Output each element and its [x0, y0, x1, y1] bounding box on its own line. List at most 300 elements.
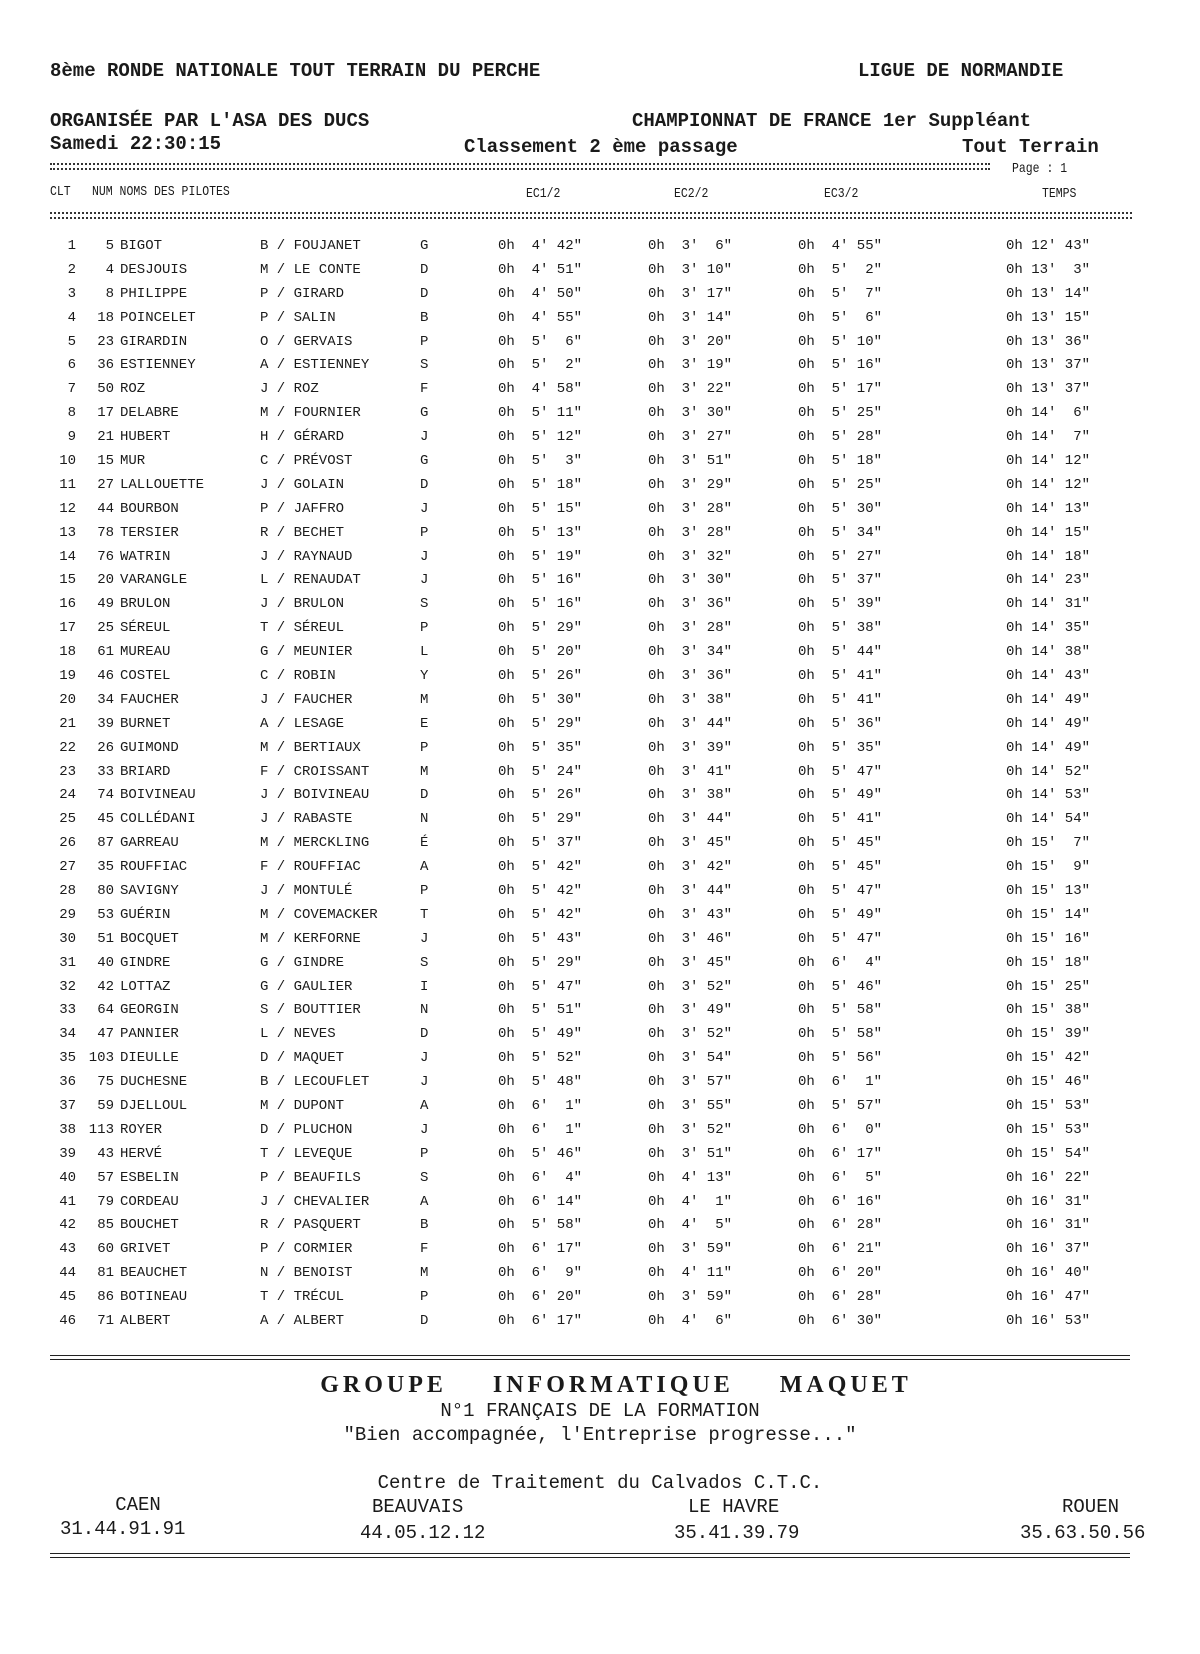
ec3-time: 0h 6' 5" [798, 1169, 883, 1186]
ec1-time: 0h 5' 47" [498, 978, 583, 995]
league-letter: P [420, 524, 429, 541]
rank: 4 [67, 309, 76, 326]
codriver-name: M / MERCKLING [260, 835, 370, 852]
ec1-time: 0h 4' 58" [498, 381, 583, 398]
ec2-time: 0h 4' 11" [648, 1265, 733, 1282]
ec2-time: 0h 3' 46" [648, 930, 733, 947]
league-letter: A [420, 1098, 429, 1114]
ec2-time: 0h 3' 51" [648, 1145, 733, 1162]
total-time: 0h 15' 18" [1005, 954, 1090, 971]
ec2-time: 0h 3' 51" [648, 452, 733, 469]
total-time: 0h 14' 31" [1005, 596, 1090, 613]
ec1-time: 0h 5' 30" [498, 691, 583, 708]
table-row [48, 1094, 1130, 1118]
table-row [48, 1166, 1130, 1190]
footer-company: GROUPE INFORMATIQUE MAQUET [320, 1372, 912, 1398]
total-time: 0h 16' 22" [1005, 1169, 1090, 1186]
codriver-name: P / JAFFRO [260, 500, 345, 517]
total-time: 0h 14' 53" [1005, 787, 1090, 804]
driver-name: CORDEAU [120, 1193, 179, 1210]
car-number: 25 [97, 620, 114, 637]
car-number: 53 [97, 906, 114, 923]
ec3-time: 0h 6' 0" [798, 1121, 883, 1138]
codriver-name: G / GINDRE [260, 954, 345, 971]
car-number: 81 [97, 1265, 114, 1282]
ec1-time: 0h 5' 29" [498, 954, 583, 971]
print-datetime: Samedi 22:30:15 [50, 133, 222, 155]
ec2-time: 0h 3' 59" [648, 1289, 733, 1306]
driver-name: LOTTAZ [120, 978, 171, 995]
rank: 44 [59, 1265, 76, 1282]
car-number: 87 [97, 835, 114, 852]
ec3-time: 0h 5' 18" [798, 452, 883, 469]
ec1-time: 0h 5' 13" [498, 524, 583, 541]
rank: 30 [59, 930, 76, 947]
rank: 37 [59, 1098, 76, 1114]
driver-name: ROYER [120, 1121, 163, 1138]
league-letter: J [420, 1074, 429, 1091]
total-time: 0h 15' 9" [1005, 859, 1090, 876]
driver-name: BOIVINEAU [120, 787, 196, 804]
footer-rule-top [50, 1355, 1130, 1356]
ranking-title: Classement 2 ème passage [464, 136, 738, 158]
ec3-time: 0h 5' 47" [798, 930, 883, 947]
ec1-time: 0h 6' 17" [498, 1241, 583, 1258]
table-row [48, 616, 1130, 640]
ec1-time: 0h 5' 42" [498, 859, 583, 876]
league-letter: E [420, 715, 429, 732]
driver-name: GUIMOND [120, 739, 179, 756]
league-letter: M [420, 763, 429, 780]
ec1-time: 0h 5' 51" [498, 1002, 583, 1019]
total-time: 0h 14' 23" [1005, 572, 1090, 589]
league-letter: B [420, 309, 429, 326]
table-row [48, 831, 1130, 855]
car-number: 34 [97, 691, 114, 708]
ec1-time: 0h 5' 15" [498, 500, 583, 517]
rank: 40 [59, 1169, 76, 1186]
rank: 2 [67, 261, 76, 278]
table-row [48, 927, 1130, 951]
table-row [48, 234, 1130, 258]
league-letter: P [420, 620, 429, 637]
ec2-time: 0h 3' 49" [648, 1002, 733, 1019]
table-separator [50, 212, 1132, 214]
table-row [48, 640, 1130, 664]
table-row [48, 760, 1130, 784]
codriver-name: G / GAULIER [260, 978, 353, 995]
rank: 36 [59, 1074, 76, 1091]
table-row [48, 258, 1130, 282]
ec1-time: 0h 5' 43" [498, 930, 583, 947]
codriver-name: M / LE CONTE [260, 261, 361, 278]
rank: 8 [67, 405, 76, 422]
ec1-time: 0h 5' 29" [498, 715, 583, 732]
ec1-time: 0h 5' 19" [498, 548, 583, 565]
table-row [48, 975, 1130, 999]
table-row [48, 736, 1130, 760]
total-time: 0h 14' 15" [1005, 524, 1090, 541]
league-letter: S [420, 954, 429, 971]
rank: 20 [59, 691, 76, 708]
table-row [48, 807, 1130, 831]
table-row [48, 664, 1130, 688]
rank: 25 [59, 811, 76, 828]
car-number: 15 [97, 452, 114, 469]
rank: 5 [67, 333, 76, 350]
ec2-time: 0h 3' 38" [648, 691, 733, 708]
total-time: 0h 14' 6" [1005, 405, 1090, 422]
ec2-time: 0h 3' 17" [648, 285, 733, 302]
league-letter: D [420, 476, 429, 493]
ec2-time: 0h 3' 30" [648, 572, 733, 589]
driver-name: LALLOUETTE [120, 476, 205, 493]
ec3-time: 0h 5' 25" [798, 476, 883, 493]
total-time: 0h 15' 14" [1005, 906, 1090, 923]
driver-name: GARREAU [120, 835, 179, 852]
ec2-time: 0h 3' 36" [648, 667, 733, 684]
ec2-time: 0h 4' 1" [648, 1193, 733, 1210]
table-row [48, 592, 1130, 616]
total-time: 0h 14' 49" [1005, 739, 1090, 756]
total-time: 0h 14' 35" [1005, 620, 1090, 637]
driver-name: BRIARD [120, 763, 171, 780]
table-row [48, 712, 1130, 736]
ec3-time: 0h 5' 39" [798, 596, 883, 613]
total-time: 0h 15' 7" [1005, 835, 1090, 852]
total-time: 0h 15' 13" [1005, 882, 1090, 899]
ec3-time: 0h 6' 28" [798, 1289, 883, 1306]
table-row [48, 1046, 1130, 1070]
driver-name: BOUCHET [120, 1217, 179, 1234]
ec2-time: 0h 4' 5" [648, 1217, 733, 1234]
car-number: 33 [97, 763, 114, 780]
car-number: 64 [97, 1002, 114, 1019]
codriver-name: C / ROBIN [260, 667, 336, 684]
total-time: 0h 13' 15" [1005, 309, 1090, 326]
ec3-time: 0h 6' 21" [798, 1241, 883, 1258]
ec1-time: 0h 5' 52" [498, 1050, 583, 1067]
ec1-time: 0h 4' 50" [498, 285, 583, 302]
table-row [48, 568, 1130, 592]
league-letter: J [420, 572, 429, 589]
col-num-names: NUM NOMS DES PILOTES [92, 184, 230, 200]
ec3-time: 0h 5' 41" [798, 811, 883, 828]
codriver-name: F / CROISSANT [260, 763, 370, 780]
rank: 18 [59, 644, 76, 661]
ec1-time: 0h 5' 20" [498, 644, 583, 661]
ec2-time: 0h 3' 30" [648, 405, 733, 422]
footer-rule-bottom-2 [50, 1557, 1130, 1558]
car-number: 85 [97, 1217, 114, 1234]
ec1-time: 0h 5' 18" [498, 476, 583, 493]
total-time: 0h 13' 3" [1005, 261, 1090, 278]
rank: 38 [59, 1121, 76, 1138]
codriver-name: J / MONTULÉ [260, 882, 353, 899]
car-number: 103 [88, 1050, 114, 1067]
rank: 23 [59, 763, 76, 780]
total-time: 0h 15' 53" [1005, 1121, 1090, 1138]
ec3-time: 0h 6' 28" [798, 1217, 883, 1234]
total-time: 0h 16' 53" [1005, 1313, 1090, 1330]
total-time: 0h 16' 40" [1005, 1265, 1090, 1282]
codriver-name: M / KERFORNE [260, 930, 361, 947]
total-time: 0h 12' 43" [1005, 237, 1090, 254]
codriver-name: J / BRULON [260, 596, 345, 613]
footer-rule-bottom [50, 1553, 1130, 1554]
rank: 15 [59, 572, 76, 589]
driver-name: POINCELET [120, 309, 196, 326]
driver-name: MUREAU [120, 644, 171, 661]
codriver-name: J / RABASTE [260, 811, 353, 828]
table-row [48, 999, 1130, 1023]
league-letter: S [420, 357, 429, 374]
ec3-time: 0h 5' 30" [798, 500, 883, 517]
ec3-time: 0h 5' 17" [798, 381, 883, 398]
table-row [48, 473, 1130, 497]
codriver-name: M / FOURNIER [260, 405, 361, 422]
ec2-time: 0h 3' 54" [648, 1050, 733, 1067]
driver-name: DUCHESNE [120, 1074, 188, 1091]
table-row [48, 377, 1130, 401]
driver-name: HERVÉ [120, 1145, 163, 1162]
table-separator-2 [50, 217, 1132, 219]
rank: 10 [59, 452, 76, 469]
total-time: 0h 14' 49" [1005, 715, 1090, 732]
ec2-time: 0h 3' 27" [648, 429, 733, 446]
ec3-time: 0h 5' 58" [798, 1002, 883, 1019]
table-row [48, 1118, 1130, 1142]
league-letter: A [420, 859, 429, 876]
office-phone-beauvais: 44.05.12.12 [360, 1522, 486, 1544]
rank: 28 [59, 882, 76, 899]
driver-name: BRULON [120, 596, 171, 613]
table-row [48, 951, 1130, 975]
ec1-time: 0h 5' 11" [498, 405, 583, 422]
ec3-time: 0h 5' 37" [798, 572, 883, 589]
ec3-time: 0h 6' 20" [798, 1265, 883, 1282]
office-city-rouen: ROUEN [1062, 1496, 1120, 1518]
table-row [48, 783, 1130, 807]
rank: 9 [67, 429, 76, 446]
codriver-name: P / SALIN [260, 309, 336, 326]
total-time: 0h 14' 54" [1005, 811, 1090, 828]
league-letter: P [420, 882, 429, 899]
rank: 41 [59, 1193, 76, 1210]
ec2-time: 0h 3' 38" [648, 787, 733, 804]
codriver-name: D / MAQUET [260, 1050, 345, 1067]
codriver-name: J / BOIVINEAU [260, 787, 370, 804]
ec1-time: 0h 5' 58" [498, 1217, 583, 1234]
codriver-name: R / BECHET [260, 524, 345, 541]
rank: 29 [59, 906, 76, 923]
results-body [48, 234, 1130, 1333]
total-time: 0h 15' 25" [1005, 978, 1090, 995]
ec3-time: 0h 5' 16" [798, 357, 883, 374]
codriver-name: A / LESAGE [260, 715, 345, 732]
car-number: 86 [97, 1289, 114, 1306]
table-row [48, 1309, 1130, 1333]
table-row [48, 425, 1130, 449]
ec3-time: 0h 5' 41" [798, 691, 883, 708]
league-letter: J [420, 930, 429, 947]
office-city-caen: CAEN [115, 1494, 161, 1516]
ec3-time: 0h 5' 7" [798, 285, 883, 302]
car-number: 59 [97, 1098, 114, 1114]
codriver-name: T / LEVEQUE [260, 1145, 353, 1162]
ec3-time: 0h 6' 30" [798, 1313, 883, 1330]
rank: 21 [59, 715, 76, 732]
driver-name: BURNET [120, 715, 171, 732]
footer-tagline: N°1 FRANÇAIS DE LA FORMATION [440, 1400, 760, 1422]
codriver-name: T / SÉREUL [260, 620, 345, 637]
ec3-time: 0h 5' 35" [798, 739, 883, 756]
total-time: 0h 16' 31" [1005, 1217, 1090, 1234]
league-letter: G [420, 405, 429, 422]
rank: 7 [67, 381, 76, 398]
ec1-time: 0h 5' 26" [498, 667, 583, 684]
car-number: 17 [97, 405, 114, 422]
ec1-time: 0h 5' 48" [498, 1074, 583, 1091]
codriver-name: J / CHEVALIER [260, 1193, 370, 1210]
rank: 3 [67, 285, 76, 302]
table-row [48, 545, 1130, 569]
driver-name: GRIVET [120, 1241, 171, 1258]
ec1-time: 0h 5' 49" [498, 1026, 583, 1043]
codriver-name: O / GERVAIS [260, 333, 353, 350]
league-letter: M [420, 1265, 429, 1282]
league-letter: S [420, 1169, 429, 1186]
codriver-name: C / PRÉVOST [260, 452, 353, 469]
ec2-time: 0h 3' 28" [648, 620, 733, 637]
table-row [48, 879, 1130, 903]
footer-center: Centre de Traitement du Calvados C.T.C. [377, 1472, 823, 1494]
driver-name: DESJOUIS [120, 261, 188, 278]
total-time: 0h 13' 37" [1005, 381, 1090, 398]
ec3-time: 0h 6' 4" [798, 954, 883, 971]
total-time: 0h 15' 39" [1005, 1026, 1090, 1043]
ec3-time: 0h 5' 49" [798, 787, 883, 804]
ec1-time: 0h 5' 16" [498, 596, 583, 613]
codriver-name: B / LECOUFLET [260, 1074, 370, 1091]
ec2-time: 0h 3' 44" [648, 811, 733, 828]
table-row [48, 306, 1130, 330]
driver-name: COLLÉDANI [120, 811, 196, 828]
ec1-time: 0h 6' 9" [498, 1265, 583, 1282]
ec3-time: 0h 5' 25" [798, 405, 883, 422]
rank: 43 [59, 1241, 76, 1258]
car-number: 75 [97, 1074, 114, 1091]
car-number: 36 [97, 357, 114, 374]
car-number: 4 [105, 261, 114, 278]
col-ec2: EC2/2 [674, 186, 709, 202]
total-time: 0h 14' 18" [1005, 548, 1090, 565]
codriver-name: S / BOUTTIER [260, 1002, 361, 1019]
league-letter: T [420, 906, 429, 923]
league-letter: G [420, 452, 429, 469]
codriver-name: M / BERTIAUX [260, 739, 361, 756]
ec1-time: 0h 5' 16" [498, 572, 583, 589]
car-number: 80 [97, 882, 114, 899]
ec2-time: 0h 3' 45" [648, 835, 733, 852]
codriver-name: G / MEUNIER [260, 644, 353, 661]
ec2-time: 0h 3' 6" [648, 237, 733, 254]
car-number: 40 [97, 954, 114, 971]
codriver-name: J / FAUCHER [260, 691, 353, 708]
ec3-time: 0h 5' 46" [798, 978, 883, 995]
footer-rule-top-2 [50, 1359, 1130, 1360]
event-title: 8ème RONDE NATIONALE TOUT TERRAIN DU PERCHE [50, 60, 541, 82]
car-number: 42 [97, 978, 114, 995]
rank: 6 [67, 357, 76, 374]
total-time: 0h 13' 36" [1005, 333, 1090, 350]
total-time: 0h 14' 38" [1005, 644, 1090, 661]
driver-name: ESTIENNEY [120, 357, 196, 374]
table-row [48, 1285, 1130, 1309]
league-letter: P [420, 333, 429, 350]
total-time: 0h 15' 46" [1005, 1074, 1090, 1091]
car-number: 79 [97, 1193, 114, 1210]
league-letter: P [420, 1289, 429, 1306]
office-city-lehavre: LE HAVRE [688, 1496, 780, 1518]
total-time: 0h 15' 54" [1005, 1145, 1090, 1162]
car-number: 57 [97, 1169, 114, 1186]
table-row [48, 401, 1130, 425]
ec3-time: 0h 5' 27" [798, 548, 883, 565]
car-number: 35 [97, 859, 114, 876]
driver-name: PHILIPPE [120, 285, 188, 302]
ec2-time: 0h 3' 55" [648, 1098, 733, 1114]
league-letter: N [420, 1002, 429, 1019]
codriver-name: A / ALBERT [260, 1313, 345, 1330]
codriver-name: P / GIRARD [260, 285, 345, 302]
driver-name: ROZ [120, 381, 146, 398]
ec1-time: 0h 5' 29" [498, 811, 583, 828]
ec3-time: 0h 5' 41" [798, 667, 883, 684]
league-letter: D [420, 1026, 429, 1043]
header-separator-2 [50, 168, 990, 170]
rank: 17 [59, 620, 76, 637]
ec2-time: 0h 3' 22" [648, 381, 733, 398]
driver-name: DJELLOUL [120, 1098, 188, 1114]
car-number: 50 [97, 381, 114, 398]
league-letter: G [420, 237, 429, 254]
ec3-time: 0h 4' 55" [798, 237, 883, 254]
car-number: 18 [97, 309, 114, 326]
car-number: 61 [97, 644, 114, 661]
table-row [48, 449, 1130, 473]
total-time: 0h 15' 16" [1005, 930, 1090, 947]
table-row [48, 353, 1130, 377]
driver-name: BOTINEAU [120, 1289, 188, 1306]
codriver-name: N / BENOIST [260, 1265, 353, 1282]
driver-name: HUBERT [120, 429, 171, 446]
table-row [48, 1237, 1130, 1261]
office-city-beauvais: BEAUVAIS [372, 1496, 464, 1518]
league-letter: N [420, 811, 429, 828]
codriver-name: P / BEAUFILS [260, 1169, 361, 1186]
car-number: 8 [105, 285, 114, 302]
ec3-time: 0h 6' 17" [798, 1145, 883, 1162]
league-letter: D [420, 1313, 429, 1330]
table-row [48, 497, 1130, 521]
driver-name: COSTEL [120, 667, 171, 684]
ec2-time: 0h 3' 44" [648, 882, 733, 899]
results-table [48, 234, 1130, 1333]
ec2-time: 0h 3' 20" [648, 333, 733, 350]
league-letter: É [420, 835, 429, 852]
league-letter: B [420, 1217, 429, 1234]
